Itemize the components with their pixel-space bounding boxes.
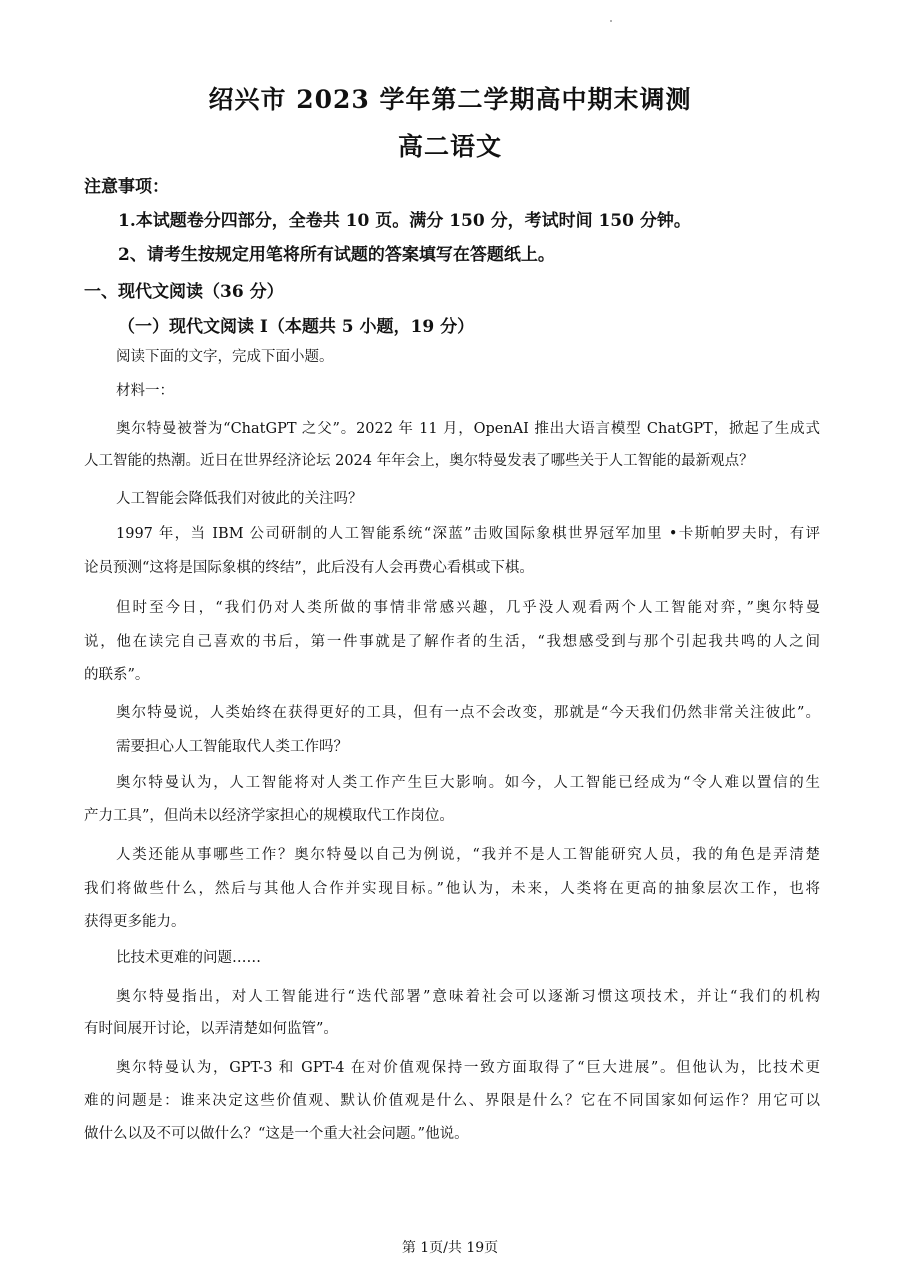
- notice-item-1: 1.本试题卷分四部分，全卷共 10 页。满分 150 分，考试时间 150 分钟。: [118, 211, 691, 231]
- paragraph-line: 我们将做些什么，然后与其他人合作并实现目标。”他认为，未来，人类将在更高的抽象层次工作，也将: [84, 881, 820, 897]
- paragraph-line: 人工智能的热潮。近日在世界经济论坛 2024 年年会上，奥尔特曼发表了哪些关于人工智能的最新观点？: [84, 453, 754, 469]
- paragraph-line: 有时间展开讨论，以弄清楚如何监管”。: [84, 1021, 338, 1037]
- scan-speck: [610, 20, 612, 22]
- material-label: 材料一：: [116, 383, 174, 399]
- paragraph-line: 奥尔特曼认为，人工智能将对人类工作产生巨大影响。如今，人工智能已经成为“令人难以置信的生: [116, 775, 820, 791]
- question-heading: 比技术更难的问题……: [116, 950, 261, 966]
- paragraph-line: 奥尔特曼认为，GPT-3 和 GPT-4 在对价值观保持一致方面取得了“巨大进展”。但他认为，比技术更: [116, 1060, 820, 1076]
- page-number: 第 1页/共 19页: [401, 1240, 499, 1256]
- question-heading: 需要担心人工智能取代人类工作吗？: [116, 739, 348, 755]
- paragraph-line: 奥尔特曼说，人类始终在获得更好的工具，但有一点不会改变，那就是“今天我们仍然非常关注彼此”。: [116, 705, 820, 721]
- paragraph-line: 奥尔特曼指出，对人工智能进行“迭代部署”意味着社会可以逐渐习惯这项技术，并让“我们的机构: [116, 989, 820, 1005]
- paragraph-line: 说，他在读完自己喜欢的书后，第一件事就是了解作者的生活，“我想感受到与那个引起我共鸣的人之间: [84, 634, 820, 650]
- paragraph-line: 做什么以及不可以做什么？“这是一个重大社会问题。”他说。: [84, 1126, 469, 1142]
- instruction-text: 阅读下面的文字，完成下面小题。: [116, 349, 334, 365]
- paragraph-line: 奥尔特曼被誉为“ChatGPT 之父”。2022 年 11 月，OpenAI 推出大语言模型 ChatGPT，掀起了生成式: [116, 421, 820, 437]
- paragraph-line: 论员预测“这将是国际象棋的终结”，此后没有人会再费心看棋或下棋。: [84, 560, 534, 576]
- paragraph-line: 获得更多能力。: [84, 914, 186, 930]
- section-heading: 一、现代文阅读（36 分）: [84, 282, 284, 302]
- exam-title: 绍兴市 2023 学年第二学期高中期末调测: [208, 85, 692, 114]
- paragraph-line: 1997 年，当 IBM 公司研制的人工智能系统“深蓝”击败国际象棋世界冠军加里 •卡斯帕罗夫时，有评: [116, 526, 820, 542]
- paragraph-line: 但时至今日，“我们仍对人类所做的事情非常感兴趣，几乎没人观看两个人工智能对弈，”奥尔特曼: [116, 600, 820, 616]
- notice-heading: 注意事项：: [84, 177, 169, 197]
- paragraph-line: 产力工具”，但尚未以经济学家担心的规模取代工作岗位。: [84, 808, 454, 824]
- question-heading: 人工智能会降低我们对彼此的关注吗？: [116, 491, 363, 507]
- paragraph-line: 难的问题是：谁来决定这些价值观、默认价值观是什么、界限是什么？它在不同国家如何运作？用它可以: [84, 1093, 820, 1109]
- exam-subtitle: 高二语文: [397, 132, 502, 161]
- paragraph-line: 的联系”。: [84, 667, 150, 683]
- notice-item-2: 2、请考生按规定用笔将所有试题的答案填写在答题纸上。: [118, 245, 555, 265]
- section-subheading: （一）现代文阅读 Ⅰ（本题共 5 小题，19 分）: [118, 317, 475, 337]
- paragraph-line: 人类还能从事哪些工作？奥尔特曼以自己为例说，“我并不是人工智能研究人员，我的角色是弄清楚: [116, 847, 820, 863]
